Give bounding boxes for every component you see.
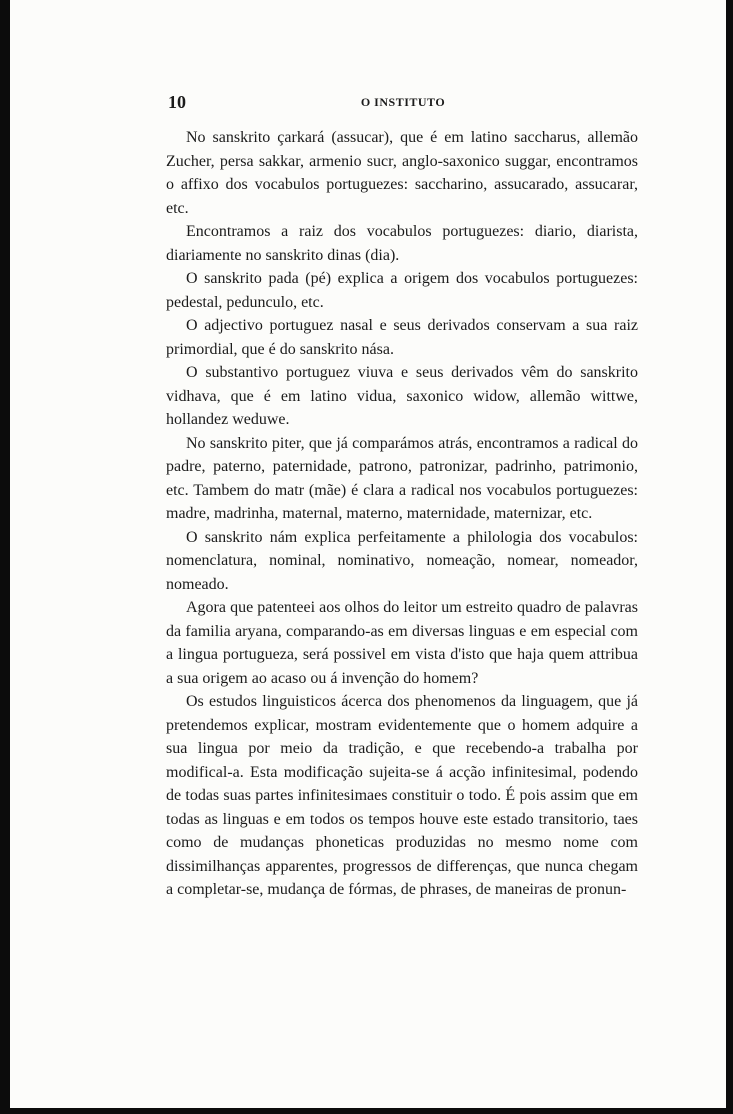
body-text <box>166 126 638 902</box>
page-header <box>168 92 638 114</box>
paragraph-2: Encontramos a raiz dos vocabulos portuguezes: diario, diarista, diariamente no sanskrito dinas (dia). <box>166 223 638 264</box>
paragraph-7: O sanskrito nám explica perfeitamente a philologia dos vocabulos: nomenclatura, nominal, nominativo, nomeação, nomear, nomeador, nomeado. <box>166 528 638 593</box>
paragraph-4: O adjectivo portuguez nasal e seus derivados conservam a sua raiz primordial, que é do sanskrito nása. <box>166 317 638 358</box>
paragraph-3: O sanskrito pada (pé) explica a origem dos vocabulos portuguezes: pedestal, pedunculo, etc. <box>166 270 638 311</box>
paragraph-5: O substantivo portuguez viuva e seus derivados vêm do sanskrito vidhava, que é em latino vidua, saxonico widow, allemão wittwe, hollandez weduwe. <box>166 364 638 428</box>
running-title: O INSTITUTO <box>360 95 446 109</box>
scan-border-left <box>0 0 10 1114</box>
scan-border-right <box>726 0 733 1114</box>
paragraph-9: Os estudos linguisticos ácerca dos phenomenos da linguagem, que já pretendemos explicar, mostram evidentemente que o homem adquire a sua lingua por meio da tradição, e que recebendo-a trabalha por modifical-a. Esta modificação sujeita-se á acção infinitesimal, podendo de todas suas partes infinitesimaes constituir o todo. É pois assim que em todas as linguas e em todos os tempos houve este estado transitorio, taes como de mudanças phoneticas produzidas no mesmo nome com dissimilhanças apparentes, progressos de differenças, que nunca chegam a completar-se, mudança de fórmas, de phrases, de maneiras de pronun- <box>166 693 638 898</box>
scan-border-bottom <box>0 1108 733 1114</box>
paragraph-6: No sanskrito piter, que já comparámos atrás, encontramos a radical do padre, paterno, paternidade, patrono, patronizar, padrinho, patrimonio, etc. Tambem do matr (mãe) é clara a radical nos vocabulos portuguezes: madre, madrinha, maternal, materno, maternidade, maternizar, etc. <box>166 434 638 522</box>
page-number: 10 <box>168 92 186 112</box>
paragraph-8: Agora que patenteei aos olhos do leitor um estreito quadro de palavras da familia aryana, comparando-as em diversas linguas e em especial com a lingua portugueza, será possivel em vista d'isto que haja quem attribua a sua origem ao acaso ou á invenção do homem? <box>166 599 638 687</box>
paragraph-1: No sanskrito çarkará (assucar), que é em latino saccharus, allemão Zucher, persa sakkar, armenio sucr, anglo-saxonico suggar, encontramos o affixo dos vocabulos portuguezes: saccharino, assucarado, assucarar, etc. <box>166 129 638 217</box>
